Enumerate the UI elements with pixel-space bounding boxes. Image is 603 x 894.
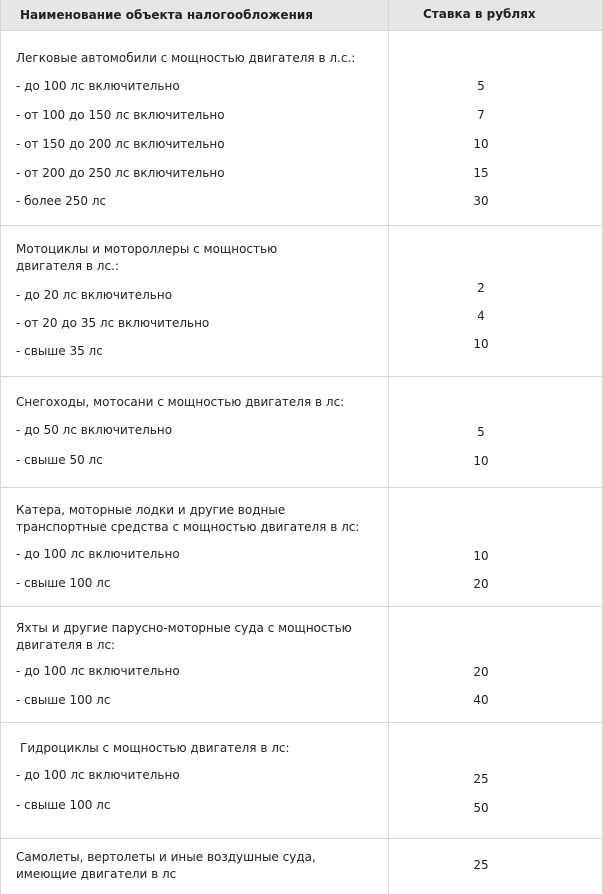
item-rate: 5	[477, 425, 485, 439]
column-divider	[388, 0, 389, 894]
item-rate: 20	[473, 577, 489, 591]
item-rate: 7	[477, 108, 485, 122]
item-rate: 10	[473, 549, 489, 563]
section-title: Самолеты, вертолеты и иные воздушные суда,	[16, 850, 316, 864]
row-divider	[0, 30, 603, 31]
item-rate: 25	[473, 772, 489, 786]
item-label: - от 100 до 150 лс включительно	[16, 108, 225, 122]
item-label: - свыше 100 лс	[16, 798, 111, 812]
item-label: - от 150 до 200 лс включительно	[16, 137, 225, 151]
item-label: - до 100 лс включительно	[16, 79, 180, 93]
item-rate: 20	[473, 665, 489, 679]
row-divider	[0, 376, 603, 377]
section-title: Легковые автомобили с мощностью двигателя в л.с.:	[16, 51, 356, 65]
item-label: - свыше 50 лс	[16, 453, 103, 467]
item-label: - до 100 лс включительно	[16, 547, 180, 561]
section-title: Катера, моторные лодки и другие водные	[16, 503, 286, 517]
section-title: двигателя в лс.:	[16, 259, 119, 273]
item-rate: 25	[473, 858, 489, 872]
item-rate: 10	[473, 337, 489, 351]
row-divider	[0, 225, 603, 226]
section-title: Мотоциклы и мотороллеры с мощностью	[16, 242, 278, 256]
row-divider	[0, 722, 603, 723]
section-title: двигателя в лс:	[16, 638, 116, 652]
table-header	[0, 0, 603, 30]
row-divider	[0, 487, 603, 488]
section-title: Снегоходы, мотосани с мощностью двигателя в лс:	[16, 395, 345, 409]
item-label: - более 250 лс	[16, 194, 107, 208]
table-border-left	[0, 0, 1, 894]
item-label: - свыше 100 лс	[16, 576, 111, 590]
row-divider	[0, 838, 603, 839]
item-rate: 10	[473, 454, 489, 468]
header-name: Наименование объекта налогообложения	[20, 8, 313, 22]
item-label: - от 20 до 35 лс включительно	[16, 316, 210, 330]
section-title: Яхты и другие парусно-моторные суда с мощностью	[16, 621, 352, 635]
section-title: транспортные средства с мощностью двигателя в лс:	[16, 520, 360, 534]
item-rate: 4	[477, 309, 485, 323]
item-rate: 5	[477, 79, 485, 93]
item-label: - до 20 лс включительно	[16, 288, 173, 302]
item-label: - до 50 лс включительно	[16, 423, 173, 437]
item-label: - свыше 100 лс	[16, 693, 111, 707]
item-label: - свыше 35 лс	[16, 344, 103, 358]
item-label: - до 100 лс включительно	[16, 768, 180, 782]
item-rate: 50	[473, 801, 489, 815]
section-title: Гидроциклы с мощностью двигателя в лс:	[20, 741, 290, 755]
item-label: - до 100 лс включительно	[16, 664, 180, 678]
item-rate: 15	[473, 166, 489, 180]
item-rate: 2	[477, 281, 485, 295]
section-title: имеющие двигатели в лс	[16, 867, 177, 881]
item-rate: 10	[473, 137, 489, 151]
header-rate: Ставка в рублях	[423, 7, 536, 21]
item-rate: 30	[473, 194, 489, 208]
item-rate: 40	[473, 693, 489, 707]
item-label: - от 200 до 250 лс включительно	[16, 166, 225, 180]
row-divider	[0, 606, 603, 607]
